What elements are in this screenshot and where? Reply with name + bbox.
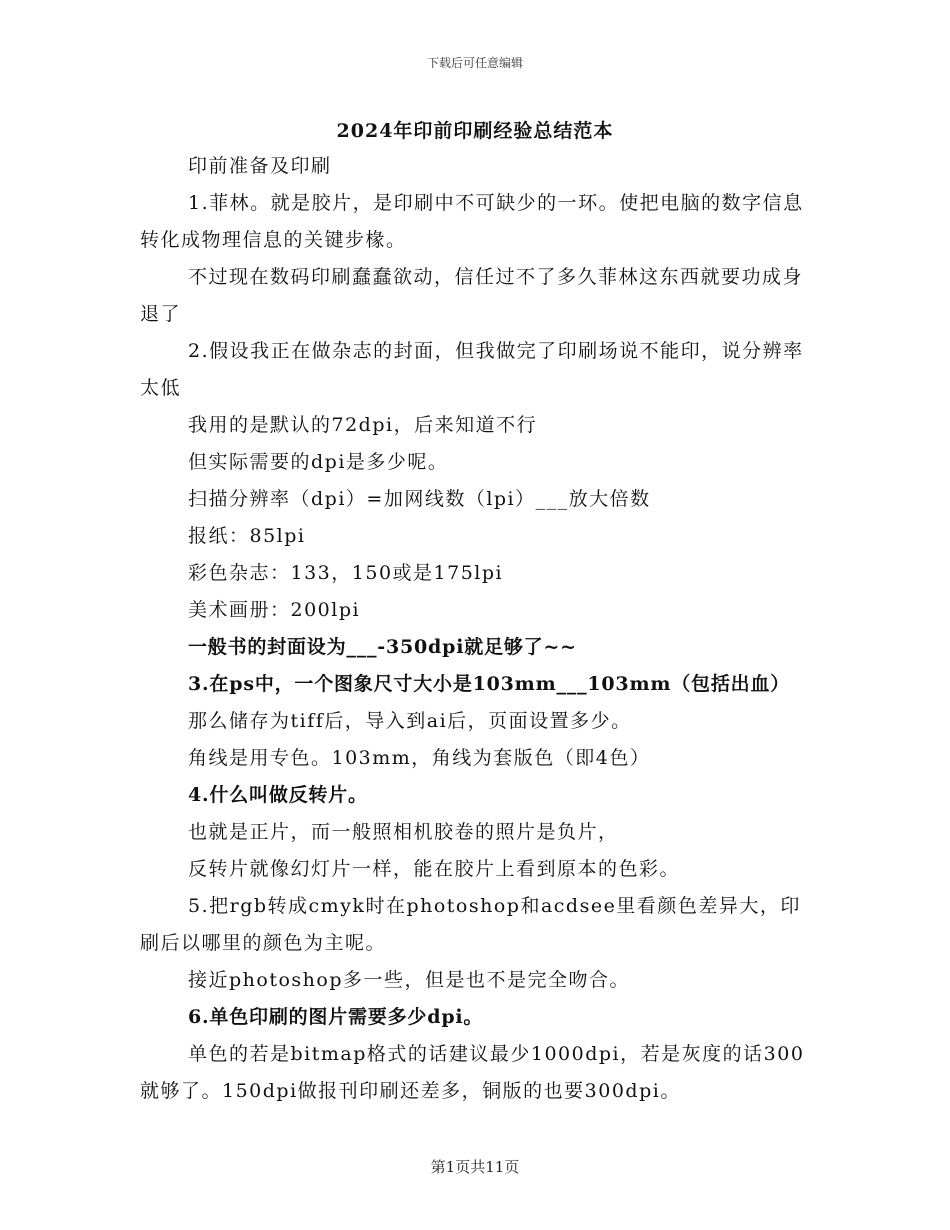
paragraph: 也就是正片，而一般照相机胶卷的照片是负片， — [188, 821, 619, 843]
section-heading: 4.什么叫做反转片。 — [188, 784, 368, 806]
paragraph: 单色的若是bitmap格式的话建议最少1000dpi，若是灰度的话300就够了。150dpi做报刊印刷还差多，铜版的也要300dpi。 — [140, 1043, 805, 1102]
page-footer: 第1页共11页 — [430, 1158, 520, 1176]
paragraph: 美术画册：200lpi — [188, 599, 361, 621]
paragraph: 接近photoshop多一些，但是也不是完全吻合。 — [188, 969, 631, 991]
paragraph: 印前准备及印刷 — [188, 155, 332, 177]
paragraph: 我用的是默认的72dpi，后来知道不行 — [188, 414, 538, 436]
paragraph: 报纸：85lpi — [188, 525, 306, 547]
paragraph: 扫描分辨率（dpi）=加网线数（lpi）___放大倍数 — [188, 488, 651, 510]
paragraph: 彩色杂志：133，150或是175lpi — [188, 562, 504, 584]
paragraph-bold: 一般书的封面设为___-350dpi就足够了~~ — [188, 636, 577, 658]
paragraph: 不过现在数码印刷蠢蠢欲动，信任过不了多久菲林这东西就要功成身退了 — [140, 266, 804, 325]
document-body — [140, 148, 812, 1110]
section-heading: 6.单色印刷的图片需要多少dpi。 — [188, 1006, 484, 1028]
section-heading: 3.在ps中，一个图象尺寸大小是103mm___103mm（包括出血） — [188, 673, 791, 695]
paragraph: 1.菲林。就是胶片，是印刷中不可缺少的一环。使把电脑的数字信息转化成物理信息的关键步椽。 — [140, 192, 804, 251]
paragraph: 5.把rgb转成cmyk时在photoshop和acdsee里看颜色差异大，印刷后以哪里的颜色为主呢。 — [140, 895, 801, 954]
paragraph: 2.假设我正在做杂志的封面，但我做完了印刷场说不能印，说分辨率太低 — [140, 340, 804, 399]
paragraph: 但实际需要的dpi是多少呢。 — [188, 451, 449, 473]
paragraph: 那么储存为tiff后，导入到ai后，页面设置多少。 — [188, 710, 632, 732]
paragraph: 反转片就像幻灯片一样，能在胶片上看到原本的色彩。 — [188, 858, 681, 880]
document-title: 2024年印前印刷经验总结范本 — [336, 120, 614, 142]
page-header: 下载后可任意编辑 — [426, 56, 523, 70]
paragraph: 角线是用专色。103mm，角线为套版色（即4色） — [188, 747, 651, 769]
